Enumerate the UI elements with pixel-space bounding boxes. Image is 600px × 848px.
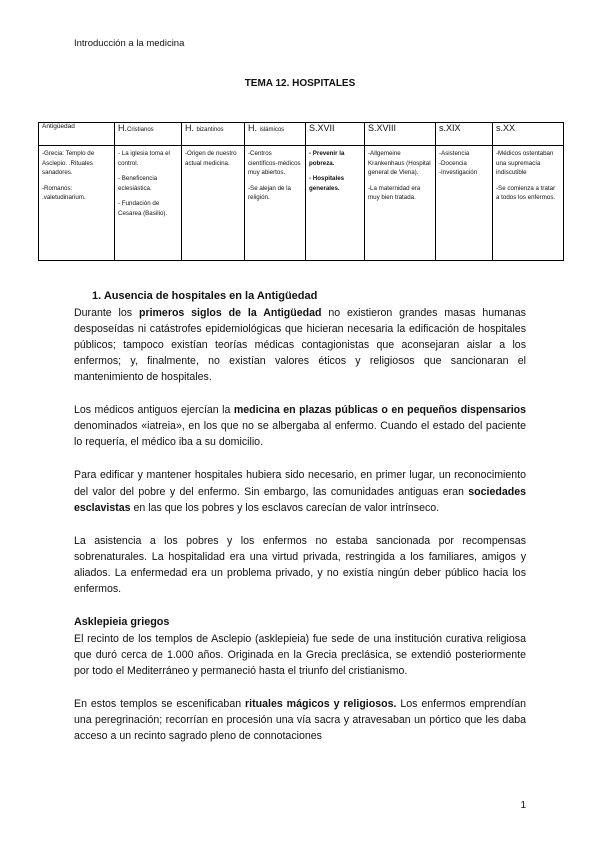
paragraph: Para edificar y mantener hospitales hubiera sido necesario, en primer lugar, un reconocimiento del valor del pobre y del enfermo. Sin embargo, las comunidades antiguas eran sociedades esclavistas en las que los pobres y los esclavos carecían de valor intrínseco. [74,469,526,514]
cell-antiguedad: -Grecia: Templo de Asclepio. .Rituales sanadores. -Romanos: .valetudinarium. [39,146,115,261]
page-title: TEMA 12. HOSPITALES [244,78,356,89]
paragraph: Los médicos antiguos ejercían la medicina en plazas públicas o en pequeños dispensarios denominados «iatreia», en los que no se albergaba al enfermo. Cuando el estado del paciente lo requería, el médico iba a su domicilio. [74,404,527,449]
paragraph: El recinto de los templos de Asclepio (asklepieia) fue sede de una institución curativa religiosa que duró cerca de 1.000 años. Originada en la Grecia preclásica, se extendió posteriormente por todo el Mediterráneo y permaneció hasta el triunfo del cristianismo. [74,632,526,677]
header-islamicos: H. islámicos [245,123,306,146]
header-s-xx: s.XX [493,123,564,146]
table-row [39,146,564,261]
header-bizantinos: H. bizantinos [182,123,245,146]
cell-s-xviii: -Allgemeine Krankenhaus (Hospital general de Viena). -La maternidad era muy bien tratada. [365,146,436,261]
table-header-row [39,123,564,146]
cell-s-xvii: - Prevenir la pobreza. - Hospitales generales. [306,146,365,261]
paragraph: La asistencia a los pobres y los enfermos no estaba sancionada por recompensas sobrenaturales. La hospitalidad era una virtud privada, restringida a los familiares, amigos y aliados. La enfermedad era un problema privado, y no existía ningún deber público hacia los enfermos. [74,534,526,596]
cell-s-xx: -Médicos ostentaban una supremacía indiscutible -Se comienza a tratar a todos los enfermos. [493,146,564,261]
header-s-xix: s.XIX [436,123,493,146]
cell-islamicos: -Centros científicos-médicos muy abiertos. -Se alejan de la religión. [245,146,306,261]
hospitals-timeline-table [38,122,564,261]
header-s-xvii: S.XVII [306,123,365,146]
paragraph: En estos templos se escenificaban rituales mágicos y religiosos. Los enfermos emprendían una peregrinación; recorrían en procesión una vía sacra y atravesaban un pórtico que les daba acceso a un recinto sagrado pleno de connotaciones [74,697,527,742]
page-number: 1 [520,800,526,811]
section-heading: 1. Ausencia de hospitales en la Antigüedad [92,290,318,302]
paragraph: Durante los primeros siglos de la Antigüedad no existieron grandes masas humanas desposeídas ni catástrofes epidemiológicas que hicieran necesaria la edificación de hospitales públicos; tampoco existían teorías médicas contagionistas que aconsejaran aislar a los enfermos; y, finalmente, no existían valores éticos y religiosos que sancionaran el mantenimiento de hospitales. [74,306,526,384]
cell-bizantinos: -Origen de nuestro actual medicina. [182,146,245,261]
cell-cristianos: - La iglesia toma el control. - Beneficencia eclesiástica. - Fundación de Cesarea (Basilio). [115,146,182,261]
header-s-xviii: S.XVIII [365,123,436,146]
cell-s-xix: -Asistencia -Docencia -Investigación [436,146,493,261]
main-content [74,288,526,761]
running-header: Introducción a la medicina [74,38,185,49]
subsection-heading: Asklepieia griegos [74,616,170,629]
header-antiguedad: Antigüedad [39,123,115,146]
header-cristianos: H.Cristianos [115,123,182,146]
